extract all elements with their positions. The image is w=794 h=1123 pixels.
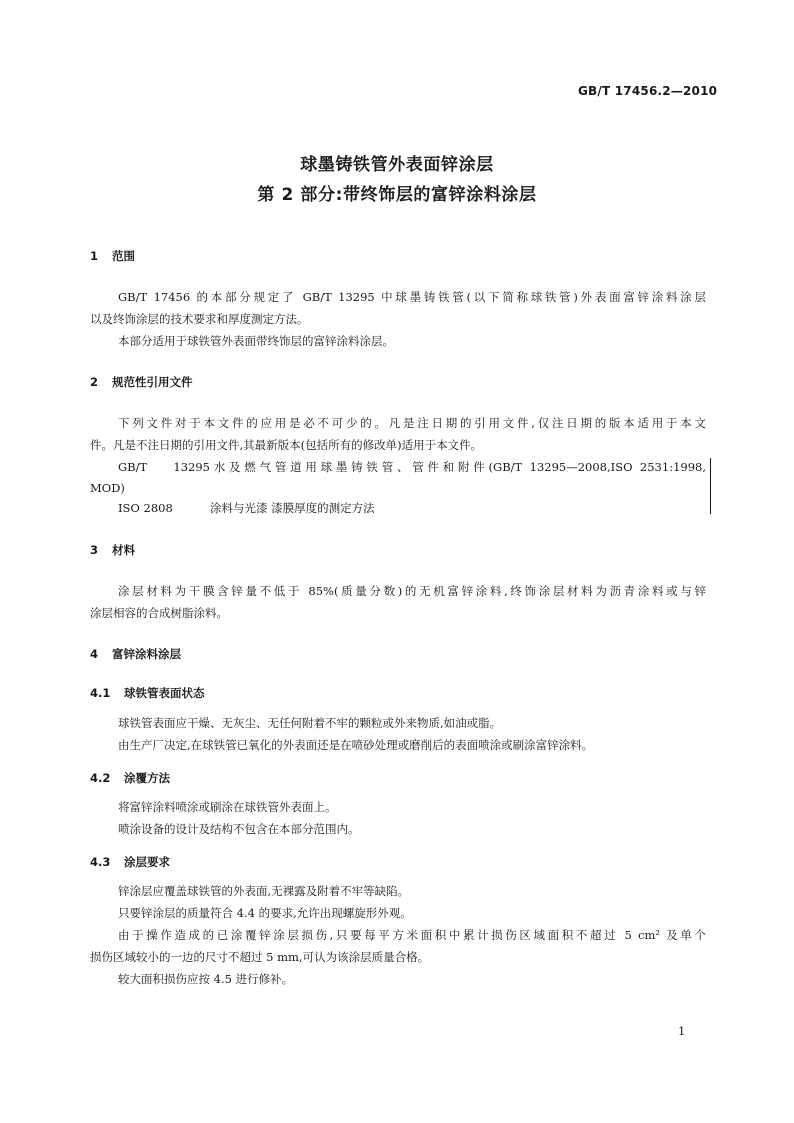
- section-title: 材料: [112, 543, 135, 557]
- subsection-number: 4.3: [90, 855, 111, 869]
- section-2-heading: [90, 374, 193, 390]
- reference-code: GB/T 13295: [118, 460, 210, 474]
- reference-gbt13295: [118, 459, 706, 475]
- reference-iso2808: [118, 500, 375, 516]
- subsection-4-2-heading: [90, 770, 170, 786]
- section-number: 4: [90, 647, 99, 661]
- coating-requirement-p4: 较大面积损伤应按 4.5 进行修补。: [118, 972, 294, 986]
- margin-change-bar: [710, 458, 711, 514]
- page-number: 1: [678, 1024, 686, 1038]
- application-method-p1: 将富锌涂料喷涂或刷涂在球铁管外表面上。: [118, 800, 337, 814]
- materials-line2: 涂层相容的合成树脂涂料。: [90, 606, 228, 620]
- scope-paragraph-line1: GB/T 17456 的本部分规定了 GB/T 13295 中球墨铸铁管(以下简称球铁管)外表面富锌涂料涂层: [118, 290, 706, 304]
- subsection-number: 4.1: [90, 686, 111, 700]
- section-3-heading: [90, 542, 135, 558]
- reference-code: ISO 2808: [118, 501, 173, 515]
- application-method-p2: 喷涂设备的设计及结构不包含在本部分范围内。: [118, 822, 360, 836]
- section-number: 3: [90, 543, 99, 557]
- reference-title: 水及燃气管道用球墨铸铁管、管件和附件(GB/T 13295—2008,ISO 2531:1998,: [210, 460, 706, 474]
- coating-requirement-p3-line1: 由于操作造成的已涂覆锌涂层损伤,只要每平方米面积中累计损伤区域面积不超过 5 cm² 及单个: [118, 928, 706, 942]
- section-title: 规范性引用文件: [112, 375, 193, 389]
- materials-line1: 涂层材料为干膜含锌量不低于 85%(质量分数)的无机富锌涂料,终饰涂层材料为沥青涂料或与锌: [118, 584, 706, 598]
- section-number: 2: [90, 375, 99, 389]
- subsection-title: 涂层要求: [124, 855, 170, 869]
- document-title-line2: 第 2 部分:带终饰层的富锌涂料涂层: [257, 185, 537, 205]
- section-number: 1: [90, 249, 99, 263]
- normative-intro-line1: 下列文件对于本文件的应用是必不可少的。凡是注日期的引用文件,仅注日期的版本适用于本文: [118, 416, 706, 430]
- standard-code: GB/T 17456.2—2010: [578, 84, 718, 98]
- coating-requirement-p2: 只要锌涂层的质量符合 4.4 的要求,允许出现螺旋形外观。: [118, 906, 412, 920]
- section-4-heading: [90, 646, 181, 662]
- subsection-4-1-heading: [90, 685, 205, 701]
- section-1-heading: [90, 248, 135, 264]
- normative-intro-line2: 件。凡是不注日期的引用文件,其最新版本(包括所有的修改单)适用于本文件。: [90, 438, 483, 452]
- scope-paragraph-line2: 以及终饰涂层的技术要求和厚度测定方法。: [90, 312, 309, 326]
- subsection-number: 4.2: [90, 771, 111, 785]
- scope-applicability: 本部分适用于球铁管外表面带终饰层的富锌涂料涂层。: [118, 334, 394, 348]
- section-title: 富锌涂料涂层: [112, 647, 181, 661]
- surface-condition-p1: 球铁管表面应干燥、无灰尘、无任何附着不牢的颗粒或外来物质,如油或脂。: [118, 716, 502, 730]
- reference-gbt13295-line2: MOD): [90, 481, 125, 495]
- subsection-title: 涂覆方法: [124, 771, 170, 785]
- document-title-line1: 球墨铸铁管外表面锌涂层: [300, 155, 494, 175]
- subsection-4-3-heading: [90, 854, 170, 870]
- section-title: 范围: [112, 249, 135, 263]
- subsection-title: 球铁管表面状态: [124, 686, 205, 700]
- coating-requirement-p3-line2: 损伤区域较小的一边的尺寸不超过 5 mm,可认为该涂层质量合格。: [90, 950, 430, 964]
- coating-requirement-p1: 锌涂层应覆盖球铁管的外表面,无裸露及附着不牢等缺陷。: [118, 884, 410, 898]
- reference-title: 涂料与光漆 漆膜厚度的测定方法: [210, 501, 375, 515]
- surface-condition-p2: 由生产厂决定,在球铁管已氧化的外表面还是在喷砂处理或磨削后的表面喷涂或刷涂富锌涂料。: [118, 738, 594, 752]
